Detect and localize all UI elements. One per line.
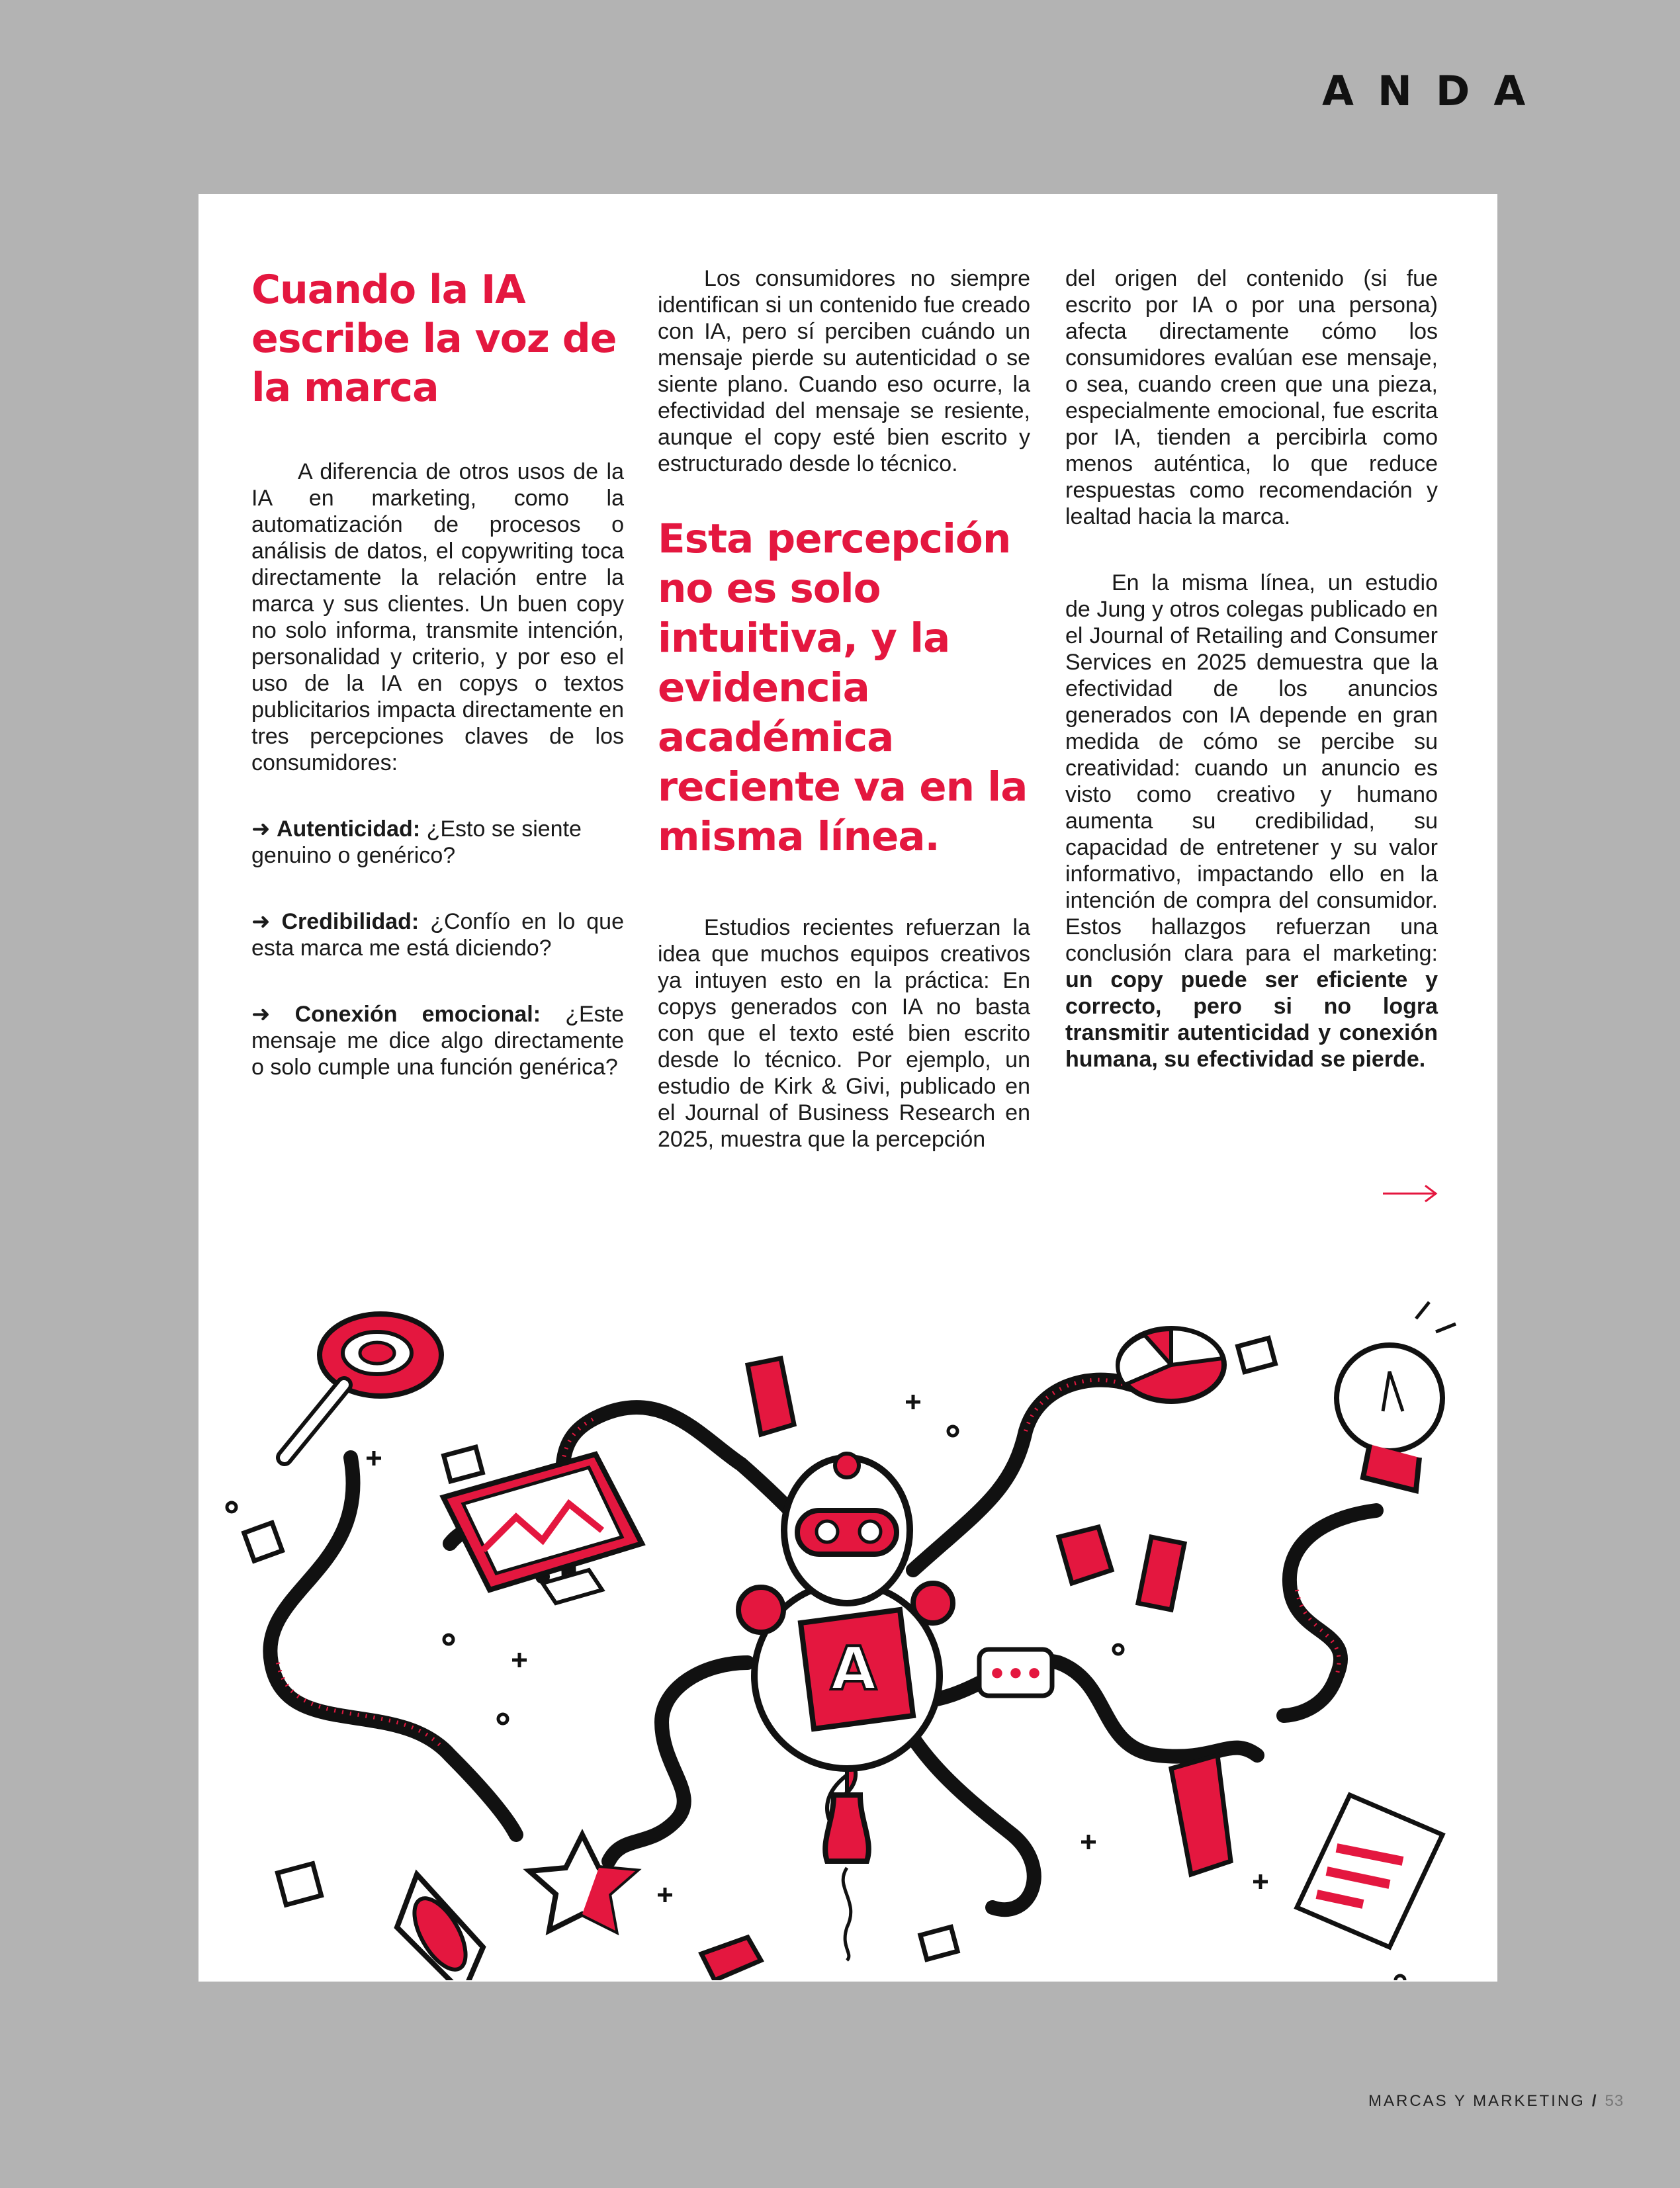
column-2 — [658, 265, 1030, 1153]
arrow-right-icon: ➜ — [251, 1002, 295, 1027]
document-icon — [1297, 1795, 1442, 1947]
arrow-right-icon: ➜ — [251, 816, 277, 842]
bullet-credibility: ➜ Credibilidad: ¿Confío en lo que esta marca me está diciendo? — [251, 909, 625, 961]
column-1 — [251, 265, 624, 1080]
robot-icon — [738, 1454, 953, 1960]
arrow-right-icon: ➜ — [251, 909, 282, 934]
footer-separator: / — [1591, 2092, 1599, 2110]
col2-paragraph-2: Estudios recientes refuerzan la idea que muchos equipos creativos ya intuyen esto en la práctica: En copys generados con IA no basta con que el texto esté bien escrito desde lo técnico. Por ejemplo, un estudio de Kirk & Givi, publicado en el Journal of Business Research en 2025, muestra que la percepción — [658, 915, 1030, 1152]
light-bulb-icon — [1337, 1302, 1456, 1491]
lips-icon — [397, 1874, 483, 1980]
bullet-authenticity: ➜ Autenticidad: ¿Esto se siente genuino o genérico? — [251, 816, 582, 868]
cable-bulb — [1284, 1510, 1376, 1716]
pie-chart-icon — [1118, 1329, 1224, 1401]
anda-logo — [1322, 67, 1550, 115]
col2-paragraph-1: Los consumidores no siempre identifican si un contenido fue creado con IA, pero sí perciben cuándo un mensaje pierde su autenticidad o se siente plano. Cuando eso ocurre, la efectividad del mensaje se resiente, aunque el copy esté bien escrito y estructurado desde lo técnico. — [658, 266, 1030, 476]
column-3 — [1065, 265, 1438, 1072]
col3-paragraph-2: En la misma línea, un estudio de Jung y otros colegas publicado en el Journal of Retailing and Consumer Services en 2025 demuestra que la efectividad de los anuncios generados con IA depende en gran medida de cómo se percibe su creatividad: cuando un anuncio es visto como creativo y humano aumenta su credibilidad, su capacidad de entretener y su valor informativo, impactando ello en la intención de compra del consumidor. Estos hallazgos refuerzan una conclusión clara para el marketing: un copy puede ser eficiente y correcto, pero si no logra transmitir autenticidad y conexión humana, su efectividad se pierde. — [1065, 570, 1438, 1072]
page-footer — [1368, 2092, 1624, 2111]
continue-arrow-icon — [1382, 1184, 1438, 1203]
chat-bubble-icon — [979, 1649, 1052, 1696]
col3-paragraph-1: del origen del contenido (si fue escrito por IA o por una persona) afecta directamente cómo los consumidores evalúan ese mensaje, o sea, cuando creen que una pieza, especialmente emocional, fue escrita por IA, tienden a percibirla como menos auténtica, lo que reduce respuestas como recomendación y lealtad hacia la marca. — [1065, 266, 1438, 529]
magnifier-icon — [285, 1314, 441, 1458]
intro-paragraph: A diferencia de otros usos de la IA en marketing, como la automatización de procesos o análisis de datos, el copywriting toca directamente la relación entre la marca y sus clientes. Un buen copy no solo informa, transmite intención, personalidad y criterio, y por eso el uso de la IA en copys o textos publicitarios impacta directamente en tres percepciones claves de los consumidores: — [251, 459, 624, 775]
section-label: MARCAS Y MARKETING — [1368, 2092, 1585, 2110]
bubble-text: ••• — [987, 1657, 1044, 1691]
robot-badge-letter: A — [830, 1634, 877, 1704]
bullet-emotional-connection: ➜ Conexión emocional: ¿Este mensaje me dice algo directamente o solo cumple una función genérica? — [251, 1002, 624, 1080]
article-heading: Cuando la IA escribe la voz de la marca — [251, 267, 617, 411]
cable-right — [906, 1661, 1257, 1757]
cable-bottom-right — [900, 1716, 1034, 1909]
article-page — [199, 194, 1497, 1982]
pull-quote: Esta percepción no es solo intuitiva, y la evidencia académica reciente va en la misma línea. — [658, 515, 1028, 860]
logo-text: ANDA — [1322, 67, 1550, 115]
page-number: 53 — [1605, 2092, 1624, 2110]
ai-marketing-illustration — [199, 1292, 1497, 1980]
key-conclusion: un copy puede ser eficiente y correcto, pero si no logra transmitir autenticidad y conexión humana, su efectividad se pierde. — [1065, 967, 1438, 1072]
cable-bottom-left — [609, 1663, 748, 1861]
